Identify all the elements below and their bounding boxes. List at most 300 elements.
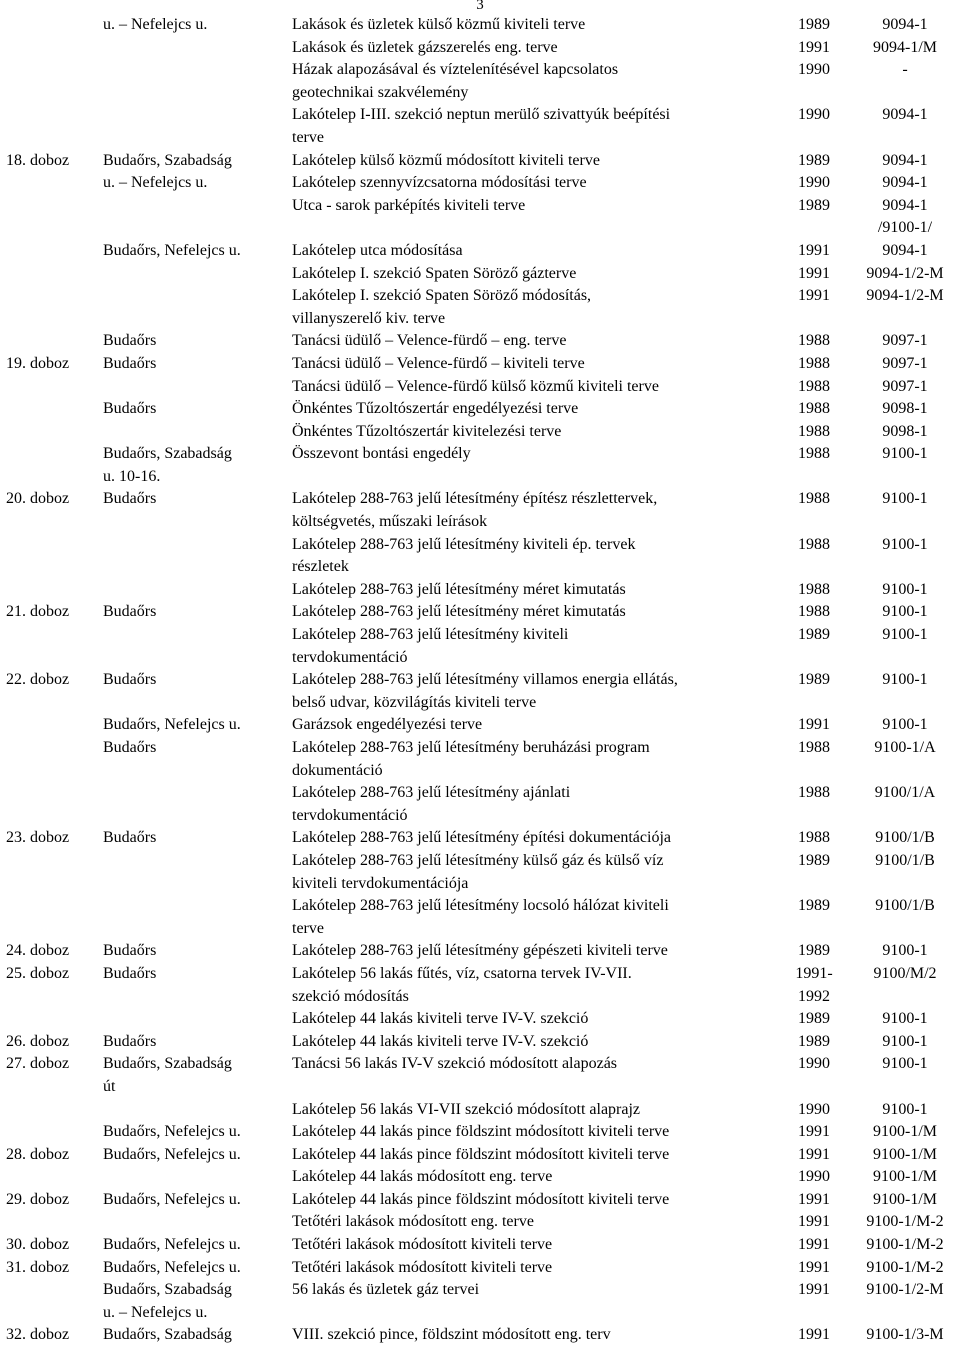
location-cell: Budaőrs <box>103 829 157 847</box>
document-title-cell: Tanácsi üdülő – Velence-fürdő – kiviteli terve <box>292 354 585 372</box>
reference-code-cell: 9100-1 <box>882 1100 928 1118</box>
table-row <box>6 873 958 896</box>
year-cell: 1988 <box>798 354 830 372</box>
year-cell: 1991 <box>798 287 830 305</box>
year-cell <box>776 82 852 105</box>
location-cell: Budaőrs <box>103 1032 157 1050</box>
box-number-cell: 18. doboz <box>6 151 70 169</box>
document-title-cell: Lakótelep 288-763 jelű létesítmény méret kimutatás <box>292 580 626 598</box>
reference-code-cell: 9098-1 <box>882 400 928 418</box>
reference-code-cell: 9100-1 <box>882 1055 928 1073</box>
table-row <box>6 172 958 195</box>
year-cell: 1988 <box>798 535 830 553</box>
box-number-cell <box>6 1166 103 1189</box>
reference-code-cell <box>852 760 958 783</box>
reference-code-cell: 9094-1/M <box>873 38 937 56</box>
document-title-cell: Tanácsi 56 lakás IV-V szekció módosított alapozás <box>292 1055 618 1073</box>
location-cell: Budaőrs, Nefelejcs u. <box>103 1258 241 1276</box>
inventory-rows <box>6 14 958 1347</box>
location-cell: Budaőrs <box>103 964 157 982</box>
location-cell <box>103 850 292 873</box>
table-row <box>6 579 958 602</box>
document-title-cell: belső udvar, közvilágítás kiviteli terve <box>292 693 537 711</box>
box-number-cell <box>6 1211 103 1234</box>
reference-code-cell: 9094-1/2-M <box>866 287 944 305</box>
box-number-cell <box>6 511 103 534</box>
year-cell: 1988 <box>798 422 830 440</box>
reference-code-cell: 9100-1 <box>882 1032 928 1050</box>
reference-code-cell: 9100-1 <box>882 535 928 553</box>
table-row <box>6 986 958 1009</box>
table-row <box>6 534 958 557</box>
document-title-cell: Lakótelep 44 lakás pince földszint módosított kiviteli terve <box>292 1145 670 1163</box>
table-row <box>6 895 958 918</box>
location-cell <box>103 59 292 82</box>
reference-code-cell: 9100-1 <box>882 603 928 621</box>
location-cell: Budaőrs <box>103 400 157 418</box>
table-row <box>6 918 958 941</box>
reference-code-cell: 9094-1 <box>882 151 928 169</box>
document-title-cell: Lakótelep 288-763 jelű létesítmény külső gáz és külső víz <box>292 851 664 869</box>
document-title-cell: Lakótelep 288-763 jelű létesítmény locsoló hálózat kiviteli <box>292 897 669 915</box>
location-cell: u. – Nefelejcs u. <box>103 174 208 192</box>
year-cell: 1991 <box>798 1145 830 1163</box>
document-title-cell: Lakótelep szennyvízcsatorna módosítási terve <box>292 174 587 192</box>
table-row <box>6 1099 958 1122</box>
box-number-cell: 28. doboz <box>6 1145 70 1163</box>
location-cell <box>103 511 292 534</box>
year-cell: 1991 <box>798 1236 830 1254</box>
table-row <box>6 37 958 60</box>
reference-code-cell <box>852 805 958 828</box>
year-cell: 1988 <box>798 739 830 756</box>
reference-code-cell: 9100-1 <box>882 716 928 734</box>
box-number-cell <box>6 59 103 82</box>
reference-code-cell: 9100-1/M-2 <box>866 1258 944 1276</box>
location-cell <box>103 760 292 783</box>
year-cell: 1991 <box>798 1190 830 1208</box>
table-row <box>6 1189 958 1212</box>
box-number-cell <box>6 534 103 557</box>
document-title-cell: Garázsok engedélyezési terve <box>292 716 483 734</box>
reference-code-cell: 9098-1 <box>882 422 928 440</box>
document-title-cell: Utca - sarok parképítés kiviteli terve <box>292 196 526 214</box>
box-number-cell <box>6 285 103 308</box>
year-cell: 1989 <box>798 1032 830 1050</box>
location-cell: Budaőrs <box>103 354 157 372</box>
location-cell <box>103 805 292 828</box>
location-cell: Budaőrs, Nefelejcs u. <box>103 241 241 259</box>
reference-code-cell: 9100-1/M <box>873 1168 937 1186</box>
location-cell <box>103 376 292 399</box>
year-cell: 1989 <box>798 626 830 644</box>
location-cell <box>103 895 292 918</box>
table-row <box>6 1031 958 1054</box>
document-title-cell: költségvetés, műszaki leírások <box>292 513 488 531</box>
document-title-cell: Lakótelep 288-763 jelű létesítmény ajánlati <box>292 784 571 802</box>
location-cell: Budaőrs <box>103 942 157 960</box>
location-cell <box>103 986 292 1009</box>
table-row <box>6 1144 958 1167</box>
document-title-cell: villanyszerelő kiv. terve <box>292 309 446 327</box>
location-cell: Budaőrs <box>103 490 157 508</box>
location-cell <box>103 556 292 579</box>
location-cell <box>103 308 292 331</box>
table-row <box>6 782 958 805</box>
document-title-cell: Tetőtéri lakások módosított eng. terve <box>292 1213 534 1231</box>
table-row <box>6 624 958 647</box>
document-title-cell: Lakótelep 288-763 jelű létesítmény gépészeti kiviteli terve <box>292 942 668 960</box>
table-row <box>6 127 958 150</box>
box-number-cell <box>6 647 103 670</box>
location-cell <box>103 782 292 805</box>
year-cell <box>776 217 852 240</box>
reference-code-cell: 9094-1 <box>882 16 928 33</box>
document-title-cell: Lakótelep I. szekció Spaten Söröző módosítás, <box>292 287 592 305</box>
reference-code-cell: 9100-1 <box>882 942 928 960</box>
table-row <box>6 669 958 692</box>
reference-code-cell: 9100-1/A <box>874 739 936 756</box>
reference-code-cell <box>852 918 958 941</box>
document-title-cell: Összevont bontási engedély <box>292 445 471 463</box>
document-title-cell: kiviteli tervdokumentációja <box>292 874 469 892</box>
location-cell <box>103 534 292 557</box>
box-number-cell: 27. doboz <box>6 1055 70 1073</box>
table-row <box>6 1302 958 1325</box>
year-cell: 1989 <box>798 851 830 869</box>
box-number-cell <box>6 1099 103 1122</box>
reference-code-cell: 9100-1 <box>882 1010 928 1028</box>
document-title-cell: Lakótelep I-III. szekció neptun merülő szivattyúk beépítési <box>292 106 671 124</box>
box-number-cell <box>6 240 103 263</box>
reference-code-cell: 9100/M/2 <box>873 964 937 982</box>
location-cell: Budaőrs, Nefelejcs u. <box>103 1123 241 1141</box>
reference-code-cell: 9100/1/B <box>875 851 935 869</box>
location-cell <box>103 82 292 105</box>
document-title-cell: Házak alapozásával és víztelenítésével kapcsolatos <box>292 61 619 79</box>
table-row <box>6 805 958 828</box>
table-row <box>6 376 958 399</box>
box-number-cell: 24. doboz <box>6 942 70 960</box>
year-cell: 1988 <box>798 784 830 802</box>
document-title-cell: tervdokumentáció <box>292 806 408 824</box>
year-cell: 1991 <box>798 1213 830 1231</box>
year-cell <box>776 918 852 941</box>
location-cell: Budaőrs, Nefelejcs u. <box>103 1236 241 1254</box>
year-cell <box>776 511 852 534</box>
location-cell <box>103 195 292 218</box>
box-number-cell: 31. doboz <box>6 1258 70 1276</box>
box-number-cell <box>6 104 103 127</box>
box-number-cell: 20. doboz <box>6 490 70 508</box>
reference-code-cell <box>852 692 958 715</box>
location-cell <box>103 579 292 602</box>
year-cell: 1991 <box>798 716 830 734</box>
document-title-cell: Lakótelep 44 lakás kiviteli terve IV-V. szekció <box>292 1010 589 1028</box>
location-cell: Budaőrs, Szabadság <box>103 445 232 463</box>
table-row <box>6 443 958 466</box>
box-number-cell <box>6 579 103 602</box>
reference-code-cell: 9100-1/M <box>873 1190 937 1208</box>
reference-code-cell: 9100-1/M <box>873 1123 937 1141</box>
table-row <box>6 601 958 624</box>
reference-code-cell: 9100-1 <box>882 671 928 689</box>
box-number-cell: 26. doboz <box>6 1032 70 1050</box>
location-cell: Budaőrs <box>103 603 157 621</box>
table-row <box>6 217 958 240</box>
document-title-cell: Lakótelep 44 lakás módosított eng. terve <box>292 1168 553 1186</box>
box-number-cell <box>6 714 103 737</box>
box-number-cell: 21. doboz <box>6 603 70 621</box>
reference-code-cell <box>852 1302 958 1325</box>
box-number-cell <box>6 330 103 353</box>
box-number-cell <box>6 850 103 873</box>
year-cell: 1990 <box>798 61 830 79</box>
document-title-cell: Lakótelep I. szekció Spaten Söröző gázterve <box>292 264 577 282</box>
box-number-cell <box>6 918 103 941</box>
document-title-cell: Lakótelep 56 lakás VI-VII szekció módosított alaprajz <box>292 1100 641 1118</box>
box-number-cell: 25. doboz <box>6 964 70 982</box>
document-title-cell: részletek <box>292 558 349 576</box>
location-cell <box>103 37 292 60</box>
location-cell <box>103 873 292 896</box>
reference-code-cell <box>852 127 958 150</box>
box-number-cell <box>6 873 103 896</box>
box-number-cell <box>6 805 103 828</box>
location-cell: u. 10-16. <box>103 467 161 485</box>
year-cell: 1990 <box>798 106 830 124</box>
location-cell: Budaőrs <box>103 671 157 689</box>
location-cell <box>103 1099 292 1122</box>
location-cell <box>103 624 292 647</box>
location-cell: Budaőrs, Nefelejcs u. <box>103 1145 241 1163</box>
reference-code-cell: 9100-1 <box>882 445 928 463</box>
year-cell: 1989 <box>798 196 830 214</box>
location-cell <box>103 217 292 240</box>
table-row <box>6 692 958 715</box>
reference-code-cell: 9097-1 <box>882 377 928 395</box>
location-cell: Budaőrs <box>103 332 157 350</box>
location-cell: Budaőrs, Szabadság <box>103 151 232 169</box>
document-title-cell <box>292 1076 776 1099</box>
table-row <box>6 556 958 579</box>
document-title-cell: Lakótelep 56 lakás fűtés, víz, csatorna tervek IV-VII. <box>292 964 632 982</box>
reference-code-cell: 9100/1/B <box>875 897 935 915</box>
year-cell: 1988 <box>798 377 830 395</box>
reference-code-cell <box>852 511 958 534</box>
box-number-cell <box>6 1279 103 1302</box>
reference-code-cell <box>852 647 958 670</box>
table-row <box>6 466 958 489</box>
box-number-cell <box>6 895 103 918</box>
location-cell: Budaőrs, Szabadság <box>103 1055 232 1073</box>
reference-code-cell: 9097-1 <box>882 332 928 350</box>
document-title-cell <box>292 466 776 489</box>
year-cell: 1991 <box>798 1281 830 1299</box>
location-cell: u. – Nefelejcs u. <box>103 16 208 33</box>
table-row <box>6 647 958 670</box>
document-title-cell: Lakótelep 288-763 jelű létesítmény kiviteli ép. tervek <box>292 535 636 553</box>
document-title-cell: Önkéntes Tűzoltószertár engedélyezési terve <box>292 400 579 418</box>
box-number-cell: 22. doboz <box>6 671 70 689</box>
year-cell <box>776 466 852 489</box>
reference-code-cell <box>852 82 958 105</box>
year-cell: 1989 <box>798 671 830 689</box>
box-number-cell: 32. doboz <box>6 1326 70 1344</box>
table-row <box>6 1279 958 1302</box>
document-title-cell: Lakótelep 288-763 jelű létesítmény méret kimutatás <box>292 603 626 621</box>
table-row <box>6 511 958 534</box>
document-title-cell: Lakótelep 288-763 jelű létesítmény kiviteli <box>292 626 569 644</box>
location-cell <box>103 421 292 444</box>
box-number-cell <box>6 14 103 37</box>
year-cell <box>776 760 852 783</box>
table-row <box>6 1211 958 1234</box>
table-row <box>6 398 958 421</box>
reference-code-cell <box>852 466 958 489</box>
year-cell: 1989 <box>798 897 830 915</box>
table-row <box>6 827 958 850</box>
box-number-cell: 19. doboz <box>6 354 70 372</box>
table-row <box>6 59 958 82</box>
reference-code-cell: 9100/1/B <box>875 829 935 847</box>
year-cell: 1991 <box>798 38 830 56</box>
reference-code-cell: 9100-1/M-2 <box>866 1236 944 1254</box>
box-number-cell <box>6 1302 103 1325</box>
reference-code-cell: 9100-1/M <box>873 1145 937 1163</box>
table-row <box>6 308 958 331</box>
table-row <box>6 285 958 308</box>
location-cell: Budaőrs, Szabadság <box>103 1281 232 1299</box>
table-row <box>6 353 958 376</box>
reference-code-cell: 9100-1 <box>882 490 928 508</box>
box-number-cell <box>6 376 103 399</box>
year-cell: 1991- <box>795 964 833 982</box>
table-row <box>6 240 958 263</box>
table-row <box>6 1234 958 1257</box>
table-row <box>6 737 958 760</box>
document-title-cell: Lakótelep utca módosítása <box>292 241 463 259</box>
reference-code-cell: 9094-1 <box>882 174 928 192</box>
reference-code-cell: 9094-1 <box>882 241 928 259</box>
year-cell: 1991 <box>798 1123 830 1141</box>
reference-code-cell: 9100-1 <box>882 626 928 644</box>
year-cell: 1991 <box>798 264 830 282</box>
location-cell: Budaőrs <box>103 739 157 756</box>
location-cell: Budaőrs, Szabadság <box>103 1326 232 1344</box>
year-cell: 1989 <box>798 942 830 960</box>
reference-code-cell <box>852 986 958 1009</box>
reference-code-cell <box>852 1076 958 1099</box>
location-cell <box>103 918 292 941</box>
document-title-cell: Lakótelep 44 lakás pince földszint módosított kiviteli terve <box>292 1123 670 1141</box>
document-title-cell: Lakások és üzletek gázszerelés eng. terve <box>292 38 558 56</box>
box-number-cell <box>6 1076 103 1099</box>
document-title-cell: szekció módosítás <box>292 987 409 1005</box>
reference-code-cell: 9100-1/2-M <box>866 1281 944 1299</box>
location-cell <box>103 285 292 308</box>
document-title-cell: VIII. szekció pince, földszint módosított eng. terv <box>292 1326 611 1344</box>
location-cell <box>103 104 292 127</box>
document-title-cell: Lakótelep 44 lakás kiviteli terve IV-V. szekció <box>292 1032 589 1050</box>
year-cell: 1988 <box>798 445 830 463</box>
year-cell: 1988 <box>798 400 830 418</box>
year-cell <box>776 308 852 331</box>
table-row <box>6 1121 958 1144</box>
location-cell <box>103 263 292 286</box>
document-title-cell: Tanácsi üdülő – Velence-fürdő külső közmű kiviteli terve <box>292 377 659 395</box>
box-number-cell: 23. doboz <box>6 829 70 847</box>
document-title-cell: Lakótelep külső közmű módosított kiviteli terve <box>292 151 600 169</box>
year-cell: 1990 <box>798 174 830 192</box>
reference-code-cell: 9100-1/3-M <box>866 1326 944 1344</box>
table-row <box>6 850 958 873</box>
year-cell <box>776 692 852 715</box>
document-title-cell: tervdokumentáció <box>292 648 408 666</box>
box-number-cell <box>6 421 103 444</box>
table-row <box>6 150 958 173</box>
box-number-cell <box>6 760 103 783</box>
box-number-cell <box>6 986 103 1009</box>
reference-code-cell <box>852 873 958 896</box>
table-row <box>6 1324 958 1347</box>
reference-code-cell: 9094-1/2-M <box>866 264 944 282</box>
archive-inventory-table <box>6 14 958 1347</box>
year-cell: 1990 <box>798 1100 830 1118</box>
box-number-cell <box>6 37 103 60</box>
box-number-cell <box>6 82 103 105</box>
reference-code-cell <box>852 308 958 331</box>
table-row <box>6 760 958 783</box>
box-number-cell <box>6 624 103 647</box>
box-number-cell <box>6 398 103 421</box>
reference-code-cell <box>852 556 958 579</box>
box-number-cell: 29. doboz <box>6 1190 70 1208</box>
table-row <box>6 330 958 353</box>
location-cell: Budaőrs, Nefelejcs u. <box>103 716 241 734</box>
year-cell <box>776 1076 852 1099</box>
document-title-cell: Tetőtéri lakások módosított kiviteli terve <box>292 1258 553 1276</box>
table-row <box>6 714 958 737</box>
table-row <box>6 1076 958 1099</box>
box-number-cell <box>6 217 103 240</box>
table-row <box>6 940 958 963</box>
table-row <box>6 14 958 37</box>
document-title-cell: Lakótelep 288-763 jelű létesítmény villamos energia ellátás, <box>292 671 678 689</box>
reference-code-cell: 9097-1 <box>882 354 928 372</box>
document-title-cell: Önkéntes Tűzoltószertár kivitelezési terve <box>292 422 562 440</box>
location-cell: út <box>103 1077 116 1095</box>
box-number-cell <box>6 782 103 805</box>
table-row <box>6 1166 958 1189</box>
table-row <box>6 963 958 986</box>
document-title-cell: terve <box>292 919 324 937</box>
box-number-cell <box>6 172 103 195</box>
table-row <box>6 488 958 511</box>
box-number-cell <box>6 195 103 218</box>
document-title-cell: Lakótelep 288-763 jelű létesítmény építési dokumentációja <box>292 829 671 847</box>
table-row <box>6 1257 958 1280</box>
table-row <box>6 104 958 127</box>
document-title-cell: Lakások és üzletek külső közmű kiviteli terve <box>292 16 586 33</box>
year-cell <box>776 1302 852 1325</box>
year-cell: 1988 <box>798 580 830 598</box>
year-cell <box>776 556 852 579</box>
year-cell: 1992 <box>798 987 830 1005</box>
box-number-cell <box>6 308 103 331</box>
document-title-cell: Tetőtéri lakások módosított kiviteli terve <box>292 1236 553 1254</box>
location-cell <box>103 1166 292 1189</box>
